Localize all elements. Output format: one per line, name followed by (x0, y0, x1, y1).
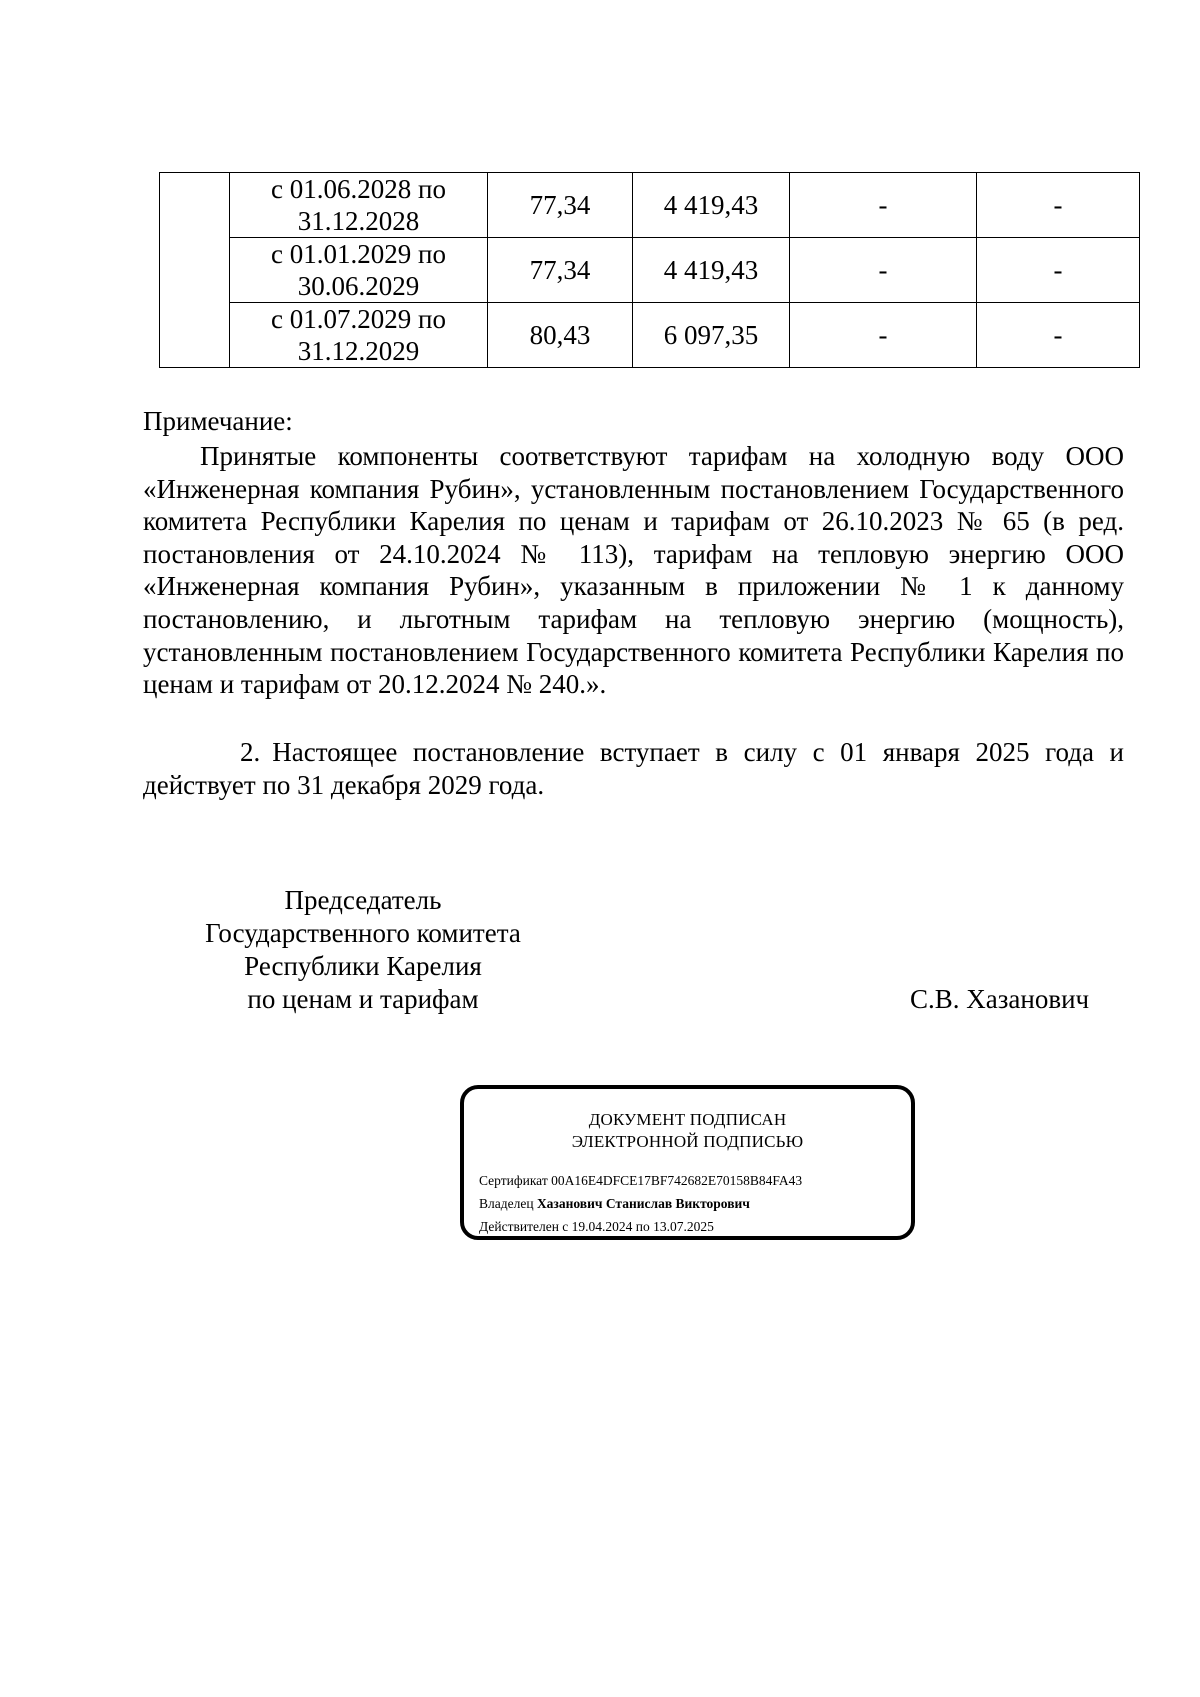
table-cell-value: 4 419,43 (633, 238, 790, 303)
table-row (160, 303, 1140, 368)
stamp-valid-to-label: по (635, 1219, 650, 1234)
stamp-header-line: ЭЛЕКТРОННОЙ ПОДПИСЬЮ (571, 1132, 804, 1151)
electronic-signature-stamp (460, 1085, 915, 1240)
table-group-cell (160, 173, 230, 368)
table-cell-value: - (977, 303, 1140, 368)
stamp-owner-label: Владелец (479, 1196, 534, 1211)
table-cell-value: 77,34 (488, 173, 633, 238)
table-cell-value: - (977, 238, 1140, 303)
table-row (160, 173, 1140, 238)
table-cell-value: - (977, 173, 1140, 238)
table-cell-period (230, 173, 488, 238)
period-start: с 01.01.2029 по (271, 239, 446, 269)
signer-position-line: Республики Карелия (244, 951, 482, 981)
stamp-owner-value: Хазанович Станислав Викторович (536, 1196, 750, 1211)
period-end: 31.12.2028 (297, 206, 420, 236)
stamp-header (464, 1109, 911, 1153)
table-cell-value: 4 419,43 (633, 173, 790, 238)
table-row (160, 238, 1140, 303)
stamp-valid-to: 13.07.2025 (653, 1219, 714, 1234)
signer-position-line: Государственного комитета (205, 918, 521, 948)
stamp-certificate (479, 1169, 802, 1192)
tariff-table (159, 172, 1140, 368)
table-cell-period (230, 238, 488, 303)
note-text: Принятые компоненты соответствуют тарифам на холодную воду ООО «Инженерная компания Рубин», установленным постановлением Государственного комитета Республики Карелия по ценам и тарифам от 26.10.2023 № 65 (в ред. постановления от 24.10.2024 № 113), тарифам на тепловую энергию ООО «Инженерная компания Рубин», указанным в приложении № 1 к данному постановлению, и льготным тарифам на тепловую энергию (мощность), установленным постановлением Государственного комитета Республики Карелия по ценам и тарифам от 20.12.2024 № 240.». (143, 441, 1124, 700)
stamp-owner (479, 1192, 802, 1215)
table-cell-value: 80,43 (488, 303, 633, 368)
signer-position-line: по ценам и тарифам (247, 984, 479, 1014)
table-cell-value: 6 097,35 (633, 303, 790, 368)
table-cell-value: 77,34 (488, 238, 633, 303)
stamp-valid-label: Действителен с (479, 1219, 569, 1234)
clause-number: 2. (240, 737, 261, 767)
signer-position-line: Председатель (284, 885, 442, 915)
table-cell-value: - (790, 303, 977, 368)
stamp-valid-from: 19.04.2024 (571, 1219, 633, 1234)
clause-paragraph (143, 736, 1124, 802)
stamp-details (479, 1169, 802, 1238)
period-start: с 01.06.2028 по (271, 174, 446, 204)
period-end: 30.06.2029 (297, 271, 420, 301)
stamp-header-line: ДОКУМЕНТ ПОДПИСАН (588, 1110, 787, 1129)
period-end: 31.12.2029 (297, 336, 420, 366)
signer-name: С.В. Хазанович (910, 984, 1090, 1014)
stamp-certificate-label: Сертификат (479, 1173, 548, 1188)
signer-position (178, 884, 548, 1016)
table-cell-value: - (790, 173, 977, 238)
stamp-validity (479, 1215, 802, 1238)
stamp-certificate-value: 00A16E4DFCE17BF742682E70158B84FA43 (551, 1173, 803, 1188)
period-start: с 01.07.2029 по (271, 304, 446, 334)
table-cell-period (230, 303, 488, 368)
clause-text: Настоящее постановление вступает в силу с 01 января 2025 года и действует по 31 декабря 2029 года. (143, 737, 1124, 800)
table-cell-value: - (790, 238, 977, 303)
note-title: Примечание: (143, 406, 293, 436)
